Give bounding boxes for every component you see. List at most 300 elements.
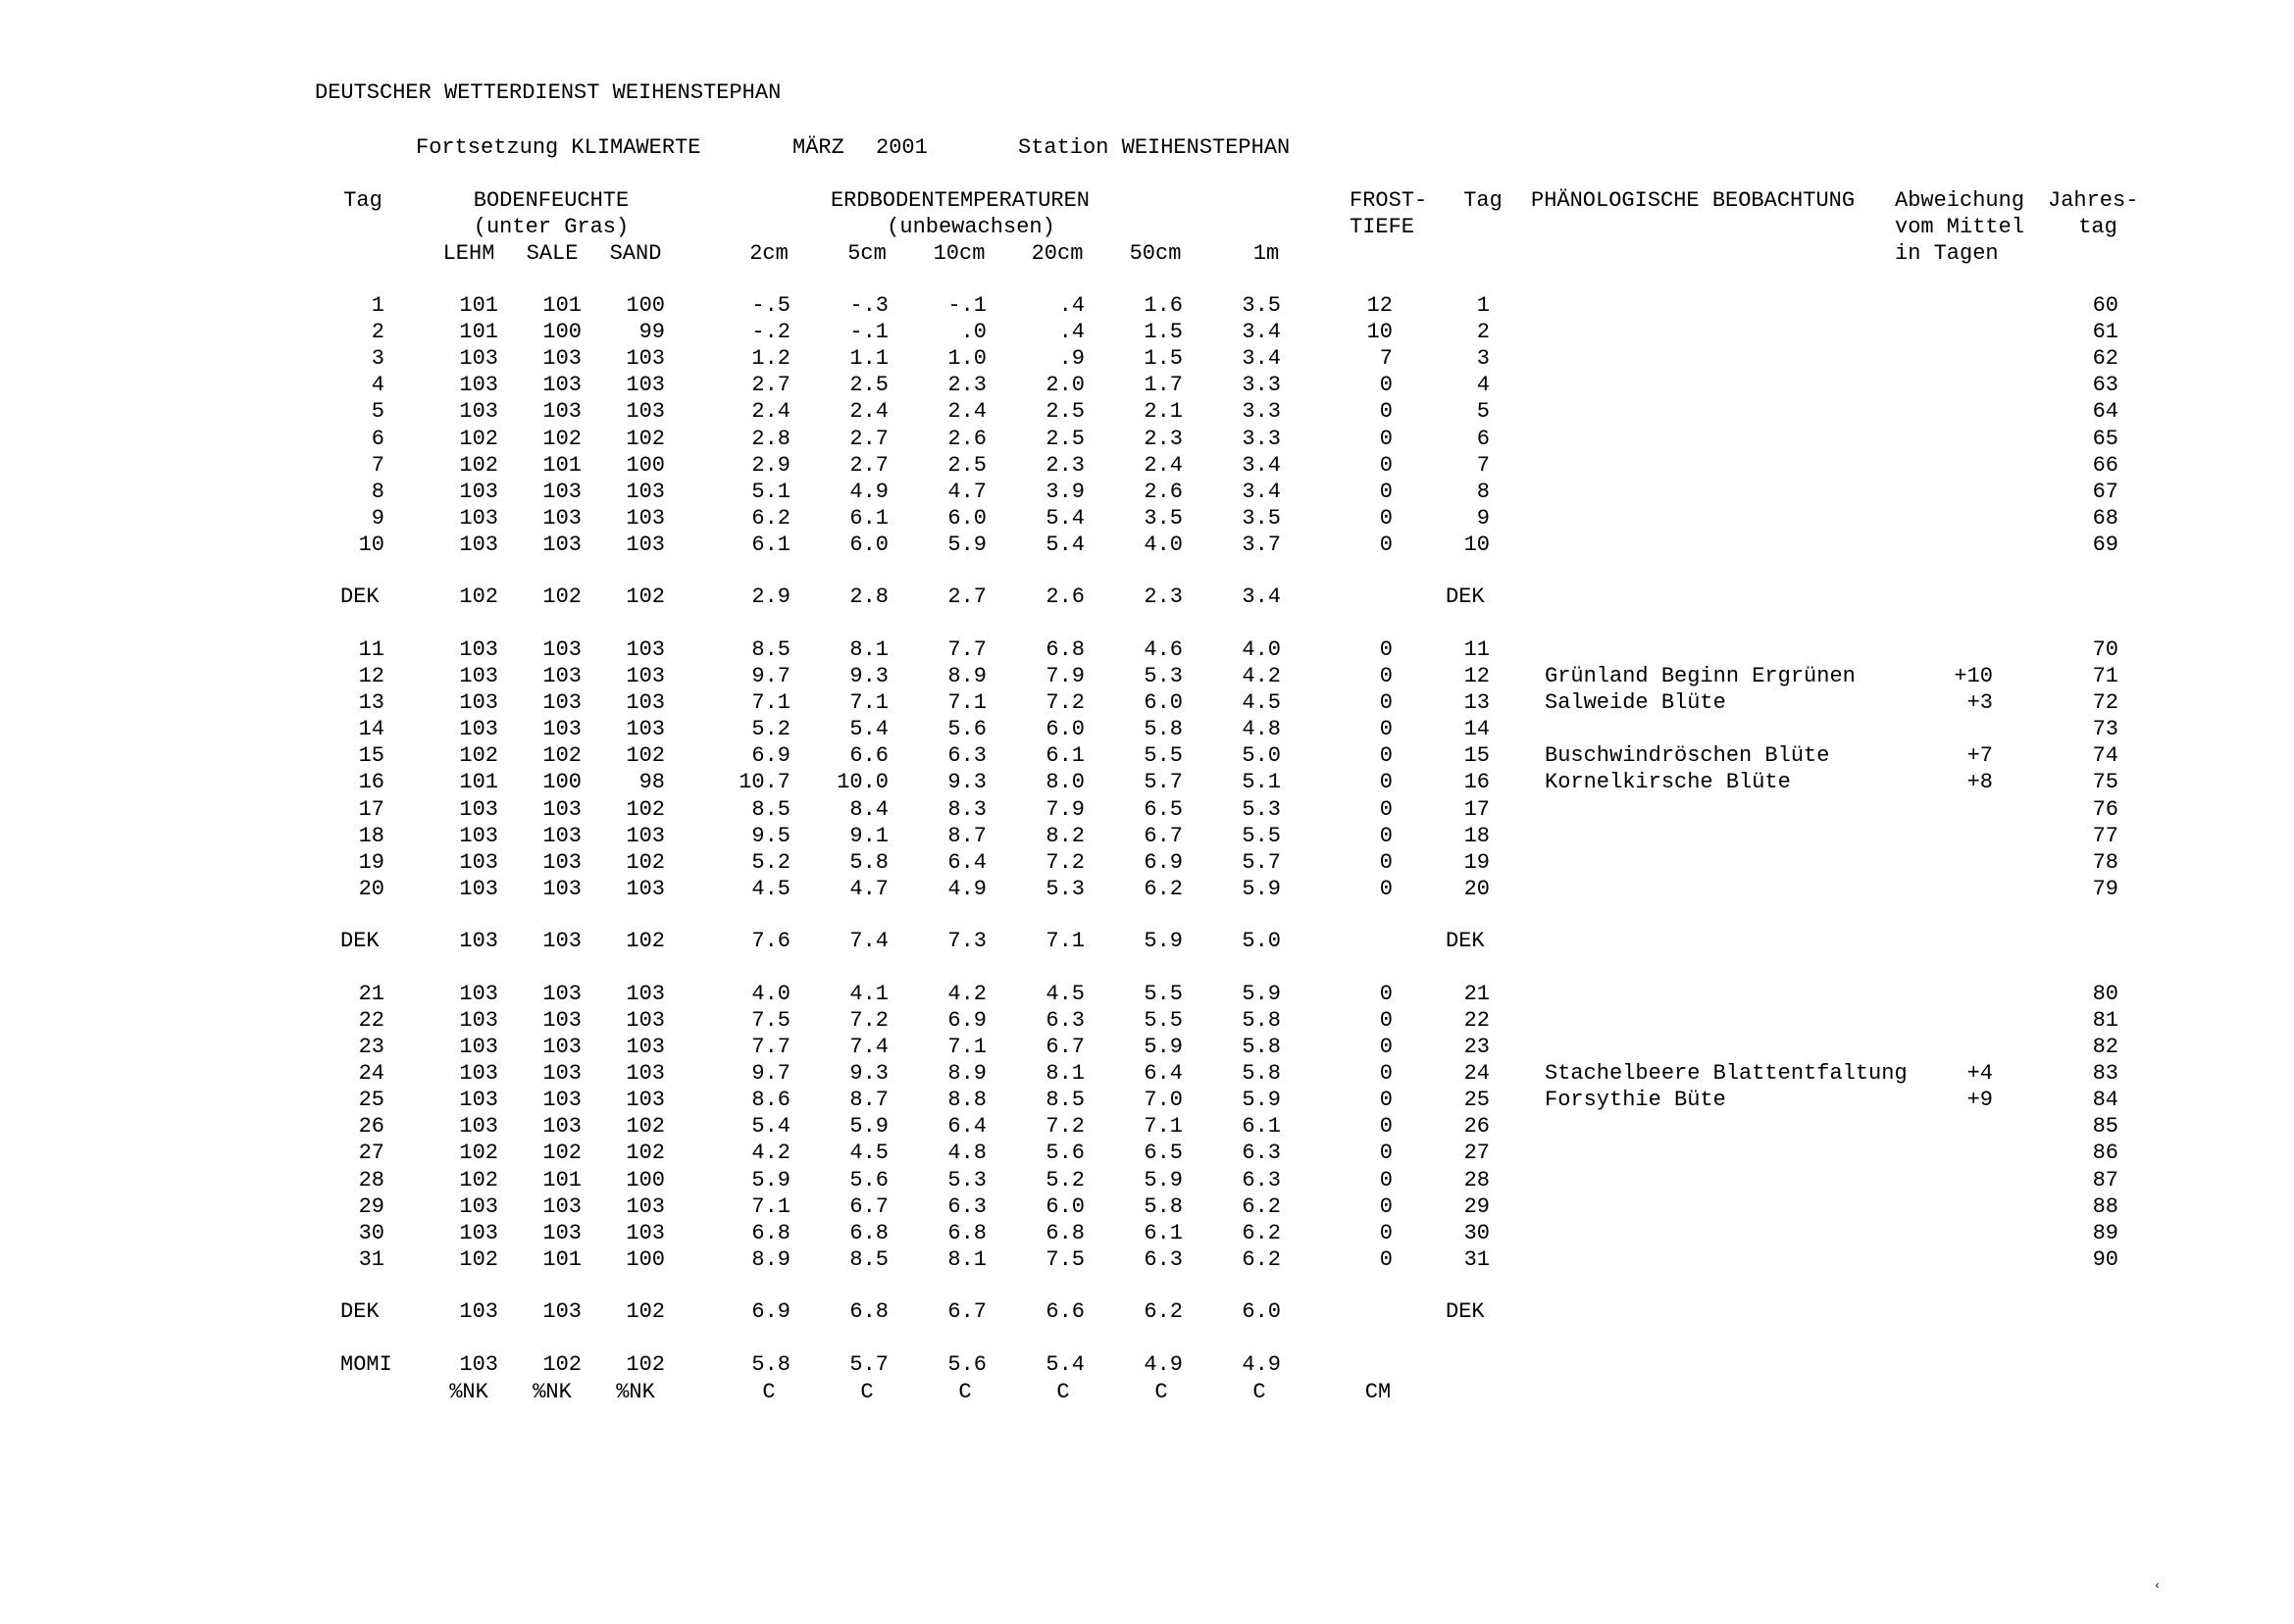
cell-t50: 5.5 bbox=[1144, 743, 1183, 769]
corner-mark: ‹ bbox=[2154, 1579, 2162, 1593]
cell-t20: 6.6 bbox=[1045, 1298, 1085, 1324]
cell-t20: 4.5 bbox=[1045, 981, 1085, 1006]
cell-t10: 8.3 bbox=[947, 796, 987, 822]
cell-t10: 9.3 bbox=[947, 770, 987, 795]
row-day: 24 bbox=[358, 1061, 384, 1087]
cell-frosttiefe: 0 bbox=[1379, 664, 1393, 688]
row-day: 1 bbox=[371, 293, 384, 318]
cell-abweichung: +7 bbox=[1966, 743, 1993, 769]
cell-t50: 4.9 bbox=[1144, 1351, 1183, 1377]
cell-sand: 102 bbox=[626, 584, 665, 609]
cell-t5: 6.6 bbox=[849, 743, 889, 769]
cell-t2: 4.2 bbox=[751, 1141, 790, 1166]
cell-lehm: 103 bbox=[459, 1114, 498, 1140]
cell-frosttiefe: 0 bbox=[1379, 1193, 1393, 1219]
cell-sand: 103 bbox=[626, 717, 665, 742]
cell-t100: 5.8 bbox=[1242, 1061, 1281, 1087]
cell-jahrestag: 67 bbox=[2092, 479, 2118, 504]
cell-t10: 8.8 bbox=[947, 1088, 987, 1113]
cell-abweichung: +9 bbox=[1966, 1088, 1993, 1113]
cell-tag-2: 16 bbox=[1463, 770, 1490, 795]
cell-sand: 103 bbox=[626, 532, 665, 557]
cell-jahrestag: 68 bbox=[2092, 505, 2118, 531]
cell-jahrestag: 83 bbox=[2092, 1061, 2118, 1087]
cell-jahrestag: 86 bbox=[2092, 1141, 2118, 1166]
cell-frosttiefe: 12 bbox=[1366, 293, 1393, 318]
cell-tag-2: 23 bbox=[1463, 1035, 1490, 1059]
cell-t100: 6.0 bbox=[1242, 1298, 1281, 1324]
cell-t20: 6.8 bbox=[1045, 1220, 1085, 1245]
cell-jahrestag: 62 bbox=[2092, 346, 2118, 372]
cell-sale: 103 bbox=[542, 505, 582, 531]
cell-t2: 7.7 bbox=[751, 1035, 790, 1059]
cell-t50: 2.3 bbox=[1144, 426, 1183, 451]
cell-t2: 5.2 bbox=[751, 849, 790, 875]
report-month: MÄRZ bbox=[792, 135, 844, 160]
cell-frosttiefe: 0 bbox=[1379, 373, 1393, 398]
cell-jahrestag: 85 bbox=[2092, 1114, 2118, 1140]
cell-t5: 4.5 bbox=[849, 1141, 889, 1166]
cell-lehm: 103 bbox=[459, 928, 498, 953]
cell-tag-2: 24 bbox=[1463, 1061, 1490, 1087]
cell-lehm: 102 bbox=[459, 1167, 498, 1193]
cell-abweichung: +4 bbox=[1966, 1061, 1993, 1087]
unit-t5: C bbox=[860, 1380, 874, 1404]
cell-lehm: 102 bbox=[459, 584, 498, 609]
unit-t2: C bbox=[762, 1380, 776, 1404]
cell-jahrestag: 64 bbox=[2092, 399, 2118, 425]
cell-t5: 9.3 bbox=[849, 1061, 889, 1087]
cell-t5: 2.5 bbox=[849, 373, 889, 398]
cell-t5: 5.6 bbox=[849, 1167, 889, 1193]
cell-sale: 101 bbox=[542, 1167, 582, 1193]
cell-lehm: 101 bbox=[459, 770, 498, 795]
cell-frosttiefe: 0 bbox=[1379, 876, 1393, 901]
cell-sand: 103 bbox=[626, 1035, 665, 1059]
cell-abweichung: +10 bbox=[1954, 664, 1993, 688]
cell-t50: 6.1 bbox=[1144, 1220, 1183, 1245]
cell-t100: 5.0 bbox=[1242, 743, 1281, 769]
cell-sand: 102 bbox=[626, 849, 665, 875]
cell-jahrestag: 88 bbox=[2092, 1193, 2118, 1219]
cell-t20: .4 bbox=[1058, 293, 1085, 318]
cell-frosttiefe: 0 bbox=[1379, 823, 1393, 848]
cell-jahrestag: 82 bbox=[2092, 1035, 2118, 1059]
cell-t100: 3.3 bbox=[1242, 373, 1281, 398]
cell-lehm: 103 bbox=[459, 796, 498, 822]
cell-tag-2: 29 bbox=[1463, 1193, 1490, 1219]
unit-t20: C bbox=[1056, 1380, 1070, 1404]
col-header-sand: SAND bbox=[609, 241, 662, 266]
cell-sale: 101 bbox=[542, 1246, 582, 1272]
cell-t2: 9.7 bbox=[751, 664, 790, 688]
cell-frosttiefe: 0 bbox=[1379, 981, 1393, 1006]
cell-sale: 103 bbox=[542, 1007, 582, 1033]
cell-sale: 103 bbox=[542, 717, 582, 742]
cell-sale: 103 bbox=[542, 823, 582, 848]
cell-t20: 6.8 bbox=[1045, 636, 1085, 662]
cell-lehm: 103 bbox=[459, 1088, 498, 1113]
cell-t50: 5.3 bbox=[1144, 664, 1183, 688]
cell-jahrestag: 60 bbox=[2092, 293, 2118, 318]
cell-t50: 4.0 bbox=[1144, 532, 1183, 557]
cell-jahrestag: 76 bbox=[2092, 796, 2118, 822]
cell-tag-2: 2 bbox=[1476, 320, 1490, 345]
cell-t100: 5.9 bbox=[1242, 981, 1281, 1006]
cell-t10: 5.3 bbox=[947, 1167, 987, 1193]
cell-t100: 6.3 bbox=[1242, 1167, 1281, 1193]
cell-t50: 7.1 bbox=[1144, 1114, 1183, 1140]
cell-t2: 9.5 bbox=[751, 823, 790, 848]
col-header-5cm: 5cm bbox=[847, 241, 887, 266]
cell-t20: 7.9 bbox=[1045, 664, 1085, 688]
cell-t20: 6.3 bbox=[1045, 1007, 1085, 1033]
cell-sale: 103 bbox=[542, 636, 582, 662]
cell-t2: 2.8 bbox=[751, 426, 790, 451]
unit-t50: C bbox=[1154, 1380, 1168, 1404]
cell-sale: 101 bbox=[542, 452, 582, 478]
cell-t100: 5.8 bbox=[1242, 1007, 1281, 1033]
cell-abweichung: +3 bbox=[1966, 690, 1993, 716]
cell-t50: 4.6 bbox=[1144, 636, 1183, 662]
cell-t100: 5.5 bbox=[1242, 823, 1281, 848]
cell-t50: 1.6 bbox=[1144, 293, 1183, 318]
col-header-tag-2: Tag bbox=[1463, 188, 1503, 213]
cell-t5: 7.2 bbox=[849, 1007, 889, 1033]
cell-t100: 5.9 bbox=[1242, 876, 1281, 901]
cell-t2: 6.2 bbox=[751, 505, 790, 531]
cell-lehm: 102 bbox=[459, 426, 498, 451]
row-day: 5 bbox=[371, 399, 384, 425]
row-day: 10 bbox=[358, 532, 384, 557]
cell-t100: 4.0 bbox=[1242, 636, 1281, 662]
cell-t50: 6.2 bbox=[1144, 1298, 1183, 1324]
col-header-abweichung-sub: vom Mittel bbox=[1895, 215, 2025, 239]
cell-t10: 6.9 bbox=[947, 1007, 987, 1033]
cell-t2: 5.2 bbox=[751, 717, 790, 742]
cell-t100: 5.9 bbox=[1242, 1088, 1281, 1113]
cell-sand: 100 bbox=[626, 1167, 665, 1193]
cell-jahrestag: 89 bbox=[2092, 1220, 2118, 1245]
cell-tag-2: 14 bbox=[1463, 717, 1490, 742]
unit-t100: C bbox=[1252, 1380, 1266, 1404]
cell-sale: 103 bbox=[542, 532, 582, 557]
cell-sale: 103 bbox=[542, 1061, 582, 1087]
cell-t100: 5.8 bbox=[1242, 1035, 1281, 1059]
cell-t50: 6.0 bbox=[1144, 690, 1183, 716]
cell-sale: 103 bbox=[542, 876, 582, 901]
cell-jahrestag: 79 bbox=[2092, 876, 2118, 901]
row-day: 23 bbox=[358, 1035, 384, 1059]
cell-t20: 2.5 bbox=[1045, 399, 1085, 425]
cell-lehm: 103 bbox=[459, 505, 498, 531]
cell-sand: 102 bbox=[626, 426, 665, 451]
cell-t10: 8.1 bbox=[947, 1246, 987, 1272]
cell-t5: -.1 bbox=[849, 320, 889, 345]
cell-t20: 3.9 bbox=[1045, 479, 1085, 504]
cell-t10: 2.3 bbox=[947, 373, 987, 398]
cell-t10: 2.6 bbox=[947, 426, 987, 451]
row-day: 22 bbox=[358, 1007, 384, 1033]
cell-t20: 7.1 bbox=[1045, 928, 1085, 953]
cell-phaenologie: Buschwindröschen Blüte bbox=[1545, 743, 1830, 769]
cell-t2: 2.4 bbox=[751, 399, 790, 425]
cell-t2: 6.9 bbox=[751, 1298, 790, 1324]
cell-t20: 6.0 bbox=[1045, 717, 1085, 742]
cell-t20: .4 bbox=[1058, 320, 1085, 345]
row-day: 28 bbox=[358, 1167, 384, 1193]
cell-sand: 102 bbox=[626, 1298, 665, 1324]
cell-sand: 103 bbox=[626, 346, 665, 372]
cell-t100: 3.4 bbox=[1242, 320, 1281, 345]
cell-t2: 5.8 bbox=[751, 1351, 790, 1377]
cell-phaenologie: Forsythie Büte bbox=[1545, 1088, 1726, 1113]
cell-tag-2: 4 bbox=[1476, 373, 1490, 398]
cell-t50: 2.6 bbox=[1144, 479, 1183, 504]
cell-lehm: 103 bbox=[459, 823, 498, 848]
row-day: 18 bbox=[358, 823, 384, 848]
cell-t10: 6.4 bbox=[947, 1114, 987, 1140]
cell-lehm: 103 bbox=[459, 346, 498, 372]
row-day: 25 bbox=[358, 1088, 384, 1113]
cell-sale: 103 bbox=[542, 1088, 582, 1113]
cell-tag-2: 9 bbox=[1476, 505, 1490, 531]
cell-t50: 2.1 bbox=[1144, 399, 1183, 425]
cell-t10: 4.7 bbox=[947, 479, 987, 504]
cell-t5: 5.7 bbox=[849, 1351, 889, 1377]
cell-sale: 101 bbox=[542, 293, 582, 318]
cell-jahrestag: 66 bbox=[2092, 452, 2118, 478]
cell-tag-2: 19 bbox=[1463, 849, 1490, 875]
cell-sale: 102 bbox=[542, 426, 582, 451]
cell-phaenologie: Grünland Beginn Ergrünen bbox=[1545, 664, 1856, 688]
cell-t100: 6.2 bbox=[1242, 1193, 1281, 1219]
cell-t2: 9.7 bbox=[751, 1061, 790, 1087]
cell-t50: 6.5 bbox=[1144, 796, 1183, 822]
cell-jahrestag: 69 bbox=[2092, 532, 2118, 557]
cell-lehm: 102 bbox=[459, 452, 498, 478]
cell-t100: 6.1 bbox=[1242, 1114, 1281, 1140]
cell-sand: 103 bbox=[626, 981, 665, 1006]
unit-t10: C bbox=[958, 1380, 972, 1404]
report-station: Station WEIHENSTEPHAN bbox=[1018, 135, 1291, 160]
cell-sand: 100 bbox=[626, 452, 665, 478]
cell-t50: 5.5 bbox=[1144, 981, 1183, 1006]
cell-jahrestag: 61 bbox=[2092, 320, 2118, 345]
cell-t2: 2.9 bbox=[751, 452, 790, 478]
row-day: 19 bbox=[358, 849, 384, 875]
cell-t5: 6.8 bbox=[849, 1220, 889, 1245]
cell-sand: 103 bbox=[626, 1088, 665, 1113]
col-header-sale: SALE bbox=[526, 241, 579, 266]
cell-t20: 7.2 bbox=[1045, 849, 1085, 875]
cell-sand: 102 bbox=[626, 1351, 665, 1377]
cell-sale: 102 bbox=[542, 743, 582, 769]
cell-lehm: 103 bbox=[459, 1007, 498, 1033]
cell-sand: 103 bbox=[626, 373, 665, 398]
cell-sale: 102 bbox=[542, 1141, 582, 1166]
cell-frosttiefe: 0 bbox=[1379, 505, 1393, 531]
cell-jahrestag: 81 bbox=[2092, 1007, 2118, 1033]
cell-t5: 10.0 bbox=[837, 770, 889, 795]
cell-t2: 6.1 bbox=[751, 532, 790, 557]
cell-t5: 2.7 bbox=[849, 452, 889, 478]
cell-sand: 103 bbox=[626, 1061, 665, 1087]
cell-t2: 6.8 bbox=[751, 1220, 790, 1245]
cell-t5: 5.9 bbox=[849, 1114, 889, 1140]
cell-t2: 1.2 bbox=[751, 346, 790, 372]
cell-jahrestag: 65 bbox=[2092, 426, 2118, 451]
cell-t5: 4.7 bbox=[849, 876, 889, 901]
cell-tag-2: 5 bbox=[1476, 399, 1490, 425]
cell-tag-2: 31 bbox=[1463, 1246, 1490, 1272]
cell-t5: 8.5 bbox=[849, 1246, 889, 1272]
cell-t100: 3.3 bbox=[1242, 399, 1281, 425]
row-label-momi: MOMI bbox=[340, 1351, 392, 1377]
cell-t10: 6.0 bbox=[947, 505, 987, 531]
cell-t100: 4.5 bbox=[1242, 690, 1281, 716]
cell-t10: 6.8 bbox=[947, 1220, 987, 1245]
cell-jahrestag: 75 bbox=[2092, 770, 2118, 795]
cell-t50: 5.9 bbox=[1144, 928, 1183, 953]
row-day: 27 bbox=[358, 1141, 384, 1166]
cell-frosttiefe: 0 bbox=[1379, 1035, 1393, 1059]
cell-t10: 4.9 bbox=[947, 876, 987, 901]
cell-jahrestag: 87 bbox=[2092, 1167, 2118, 1193]
cell-lehm: 103 bbox=[459, 399, 498, 425]
cell-t5: 5.8 bbox=[849, 849, 889, 875]
cell-t20: 6.7 bbox=[1045, 1035, 1085, 1059]
cell-tag-2: 3 bbox=[1476, 346, 1490, 372]
cell-sand: 102 bbox=[626, 1141, 665, 1166]
cell-t50: 1.7 bbox=[1144, 373, 1183, 398]
cell-sand: 103 bbox=[626, 505, 665, 531]
cell-t2: 7.5 bbox=[751, 1007, 790, 1033]
cell-t50: 6.9 bbox=[1144, 849, 1183, 875]
col-header-phaenologie: PHÄNOLOGISCHE BEOBACHTUNG bbox=[1531, 188, 1856, 213]
cell-t5: 4.1 bbox=[849, 981, 889, 1006]
col-header-lehm: LEHM bbox=[442, 241, 495, 266]
row-day: 15 bbox=[358, 743, 384, 769]
cell-frosttiefe: 0 bbox=[1379, 426, 1393, 451]
row-day: 17 bbox=[358, 796, 384, 822]
cell-t20: 7.2 bbox=[1045, 690, 1085, 716]
cell-jahrestag: 78 bbox=[2092, 849, 2118, 875]
cell-t100: 3.5 bbox=[1242, 505, 1281, 531]
cell-t2: 8.5 bbox=[751, 796, 790, 822]
cell-sand: 103 bbox=[626, 479, 665, 504]
cell-t50: 1.5 bbox=[1144, 346, 1183, 372]
cell-frosttiefe: 0 bbox=[1379, 690, 1393, 716]
cell-sale: 100 bbox=[542, 770, 582, 795]
cell-frosttiefe: 0 bbox=[1379, 796, 1393, 822]
cell-t5: 9.1 bbox=[849, 823, 889, 848]
cell-t5: 6.7 bbox=[849, 1193, 889, 1219]
col-header-50cm: 50cm bbox=[1129, 241, 1182, 266]
cell-t5: 8.7 bbox=[849, 1088, 889, 1113]
cell-t20: 7.2 bbox=[1045, 1114, 1085, 1140]
col-header-10cm: 10cm bbox=[933, 241, 986, 266]
row-day: 16 bbox=[358, 770, 384, 795]
cell-tag-2: 28 bbox=[1463, 1167, 1490, 1193]
cell-t2: 2.7 bbox=[751, 373, 790, 398]
cell-lehm: 103 bbox=[459, 1220, 498, 1245]
cell-t50: 5.8 bbox=[1144, 1193, 1183, 1219]
cell-sand: 103 bbox=[626, 1220, 665, 1245]
cell-sale: 103 bbox=[542, 346, 582, 372]
cell-t2: 5.9 bbox=[751, 1167, 790, 1193]
row-day: 2 bbox=[371, 320, 384, 345]
cell-t20: 8.2 bbox=[1045, 823, 1085, 848]
cell-lehm: 102 bbox=[459, 1246, 498, 1272]
cell-t5: 6.1 bbox=[849, 505, 889, 531]
cell-t20: 2.5 bbox=[1045, 426, 1085, 451]
cell-frosttiefe: 0 bbox=[1379, 532, 1393, 557]
cell-frosttiefe: 0 bbox=[1379, 1007, 1393, 1033]
cell-t100: 3.7 bbox=[1242, 532, 1281, 557]
cell-t20: 5.4 bbox=[1045, 505, 1085, 531]
cell-lehm: 103 bbox=[459, 876, 498, 901]
cell-t10: 7.1 bbox=[947, 690, 987, 716]
cell-t10: 7.3 bbox=[947, 928, 987, 953]
row-label-dek: DEK bbox=[340, 1298, 380, 1324]
cell-sale: 103 bbox=[542, 690, 582, 716]
cell-t50: 3.5 bbox=[1144, 505, 1183, 531]
cell-sale: 103 bbox=[542, 1114, 582, 1140]
cell-lehm: 103 bbox=[459, 636, 498, 662]
cell-t20: 6.1 bbox=[1045, 743, 1085, 769]
cell-t10: 5.9 bbox=[947, 532, 987, 557]
cell-sale: 103 bbox=[542, 399, 582, 425]
cell-phaenologie: Stachelbeere Blattentfaltung bbox=[1545, 1061, 1908, 1087]
row-day: 4 bbox=[371, 373, 384, 398]
cell-t50: 2.3 bbox=[1144, 584, 1183, 609]
report-year: 2001 bbox=[876, 135, 928, 160]
cell-t5: 2.8 bbox=[849, 584, 889, 609]
cell-frosttiefe: 0 bbox=[1379, 636, 1393, 662]
cell-t20: 7.5 bbox=[1045, 1246, 1085, 1272]
cell-sale: 103 bbox=[542, 1193, 582, 1219]
col-header-20cm: 20cm bbox=[1031, 241, 1084, 266]
cell-tag-2: 22 bbox=[1463, 1007, 1490, 1033]
col-header-abweichung-sub2: in Tagen bbox=[1895, 241, 1999, 266]
cell-t10: 7.7 bbox=[947, 636, 987, 662]
cell-lehm: 103 bbox=[459, 479, 498, 504]
cell-lehm: 103 bbox=[459, 1351, 498, 1377]
row-label-dek: DEK bbox=[340, 928, 380, 953]
cell-t10: 4.2 bbox=[947, 981, 987, 1006]
col-header-1m: 1m bbox=[1252, 241, 1280, 266]
cell-sand: 102 bbox=[626, 928, 665, 953]
cell-jahrestag: 90 bbox=[2092, 1246, 2118, 1272]
cell-lehm: 101 bbox=[459, 320, 498, 345]
cell-t2: 7.1 bbox=[751, 690, 790, 716]
cell-sand: 103 bbox=[626, 690, 665, 716]
cell-tag-2: 1 bbox=[1476, 293, 1490, 318]
cell-sale: 103 bbox=[542, 479, 582, 504]
cell-abweichung: +8 bbox=[1966, 770, 1993, 795]
cell-tag-2: 10 bbox=[1463, 532, 1490, 557]
cell-t2: 2.9 bbox=[751, 584, 790, 609]
unit-lehm: %NK bbox=[449, 1380, 488, 1404]
cell-frosttiefe: 0 bbox=[1379, 479, 1393, 504]
cell-lehm: 102 bbox=[459, 1141, 498, 1166]
cell-frosttiefe: 0 bbox=[1379, 770, 1393, 795]
cell-t2: 6.9 bbox=[751, 743, 790, 769]
cell-t5: 6.0 bbox=[849, 532, 889, 557]
report-title: DEUTSCHER WETTERDIENST WEIHENSTEPHAN bbox=[315, 80, 782, 105]
cell-frosttiefe: 0 bbox=[1379, 1220, 1393, 1245]
